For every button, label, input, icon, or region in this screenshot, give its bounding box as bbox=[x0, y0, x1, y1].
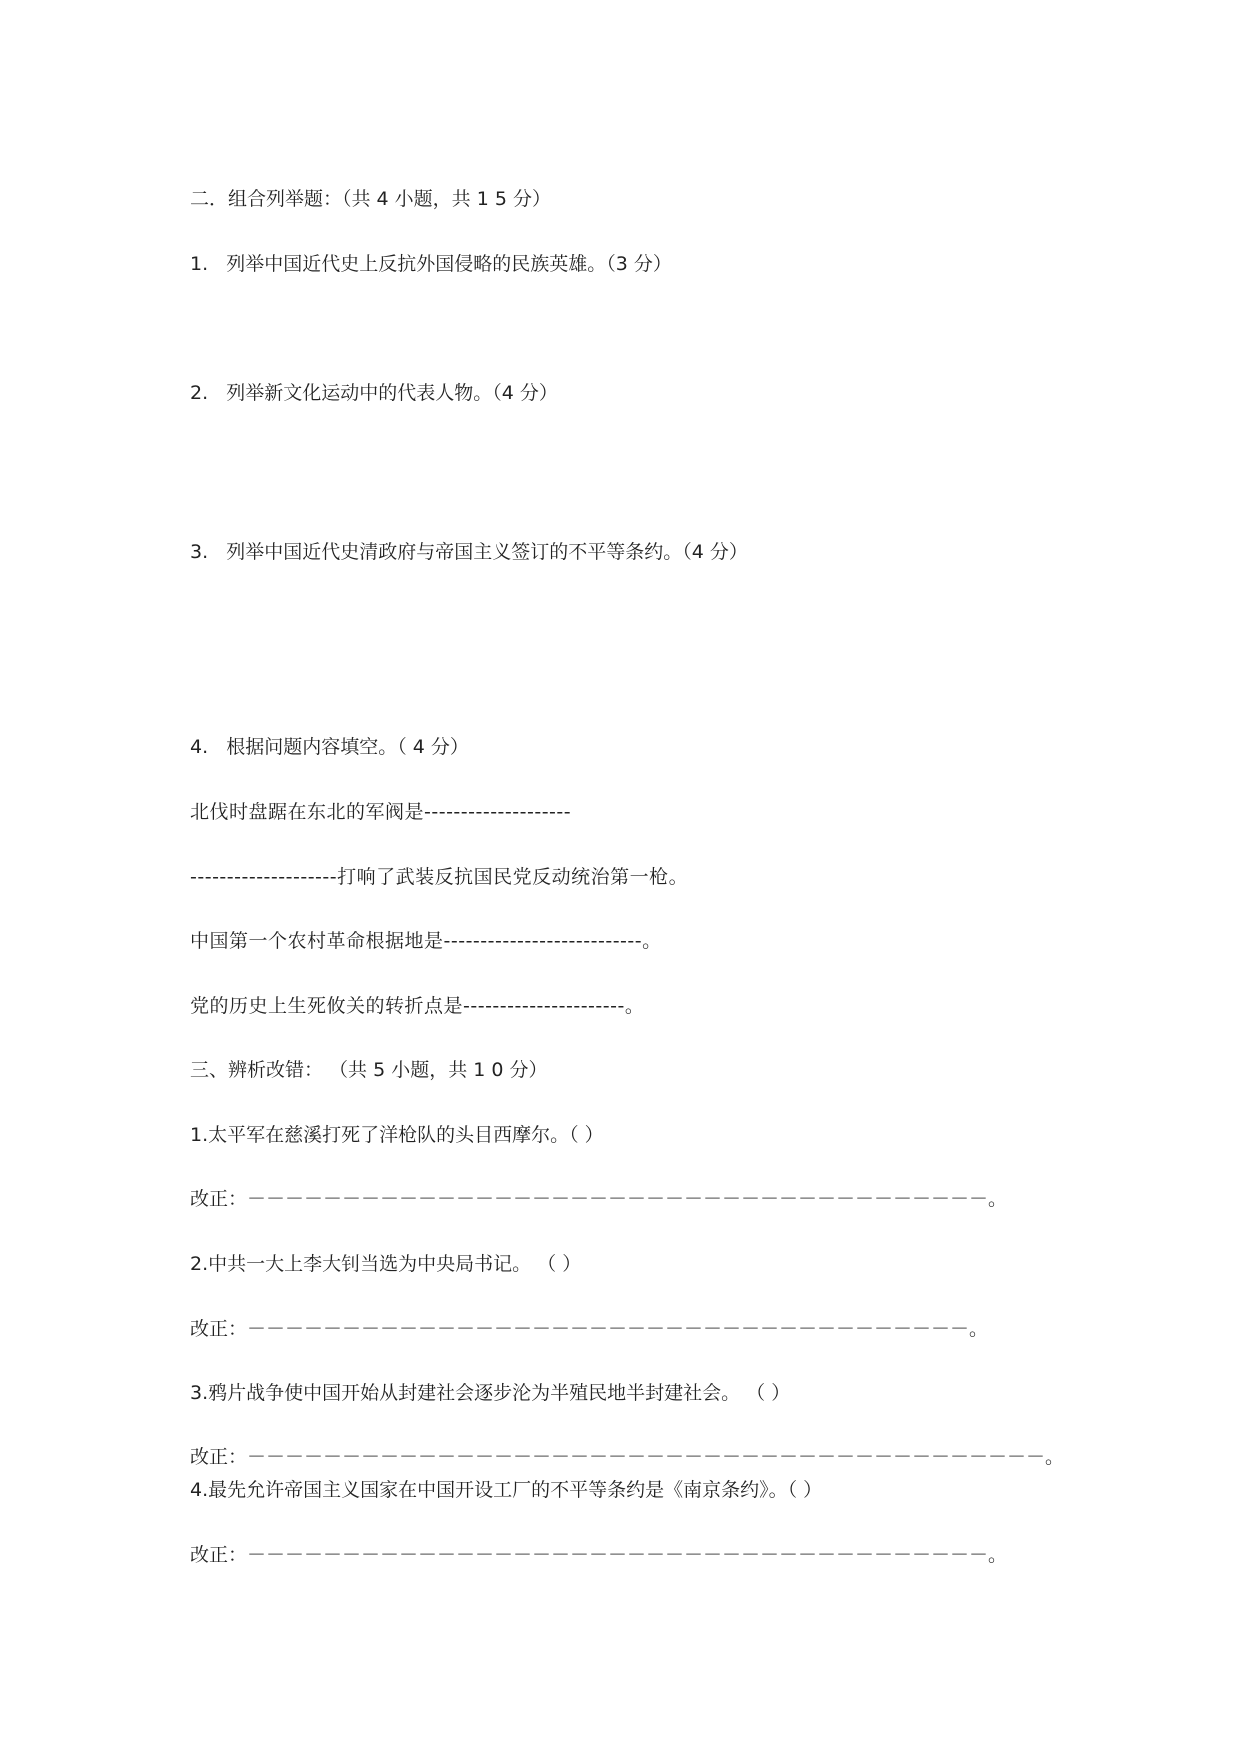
question-text: 列举中国近代史清政府与帝国主义签订的不平等条约。（4 分） bbox=[226, 541, 748, 563]
statement-4: 4.最先允许帝国主义国家在中国开设工厂的不平等条约是《南京条约》。（ ） bbox=[190, 1479, 823, 1501]
correction-3: 改正：－－－－－－－－－－－－－－－－－－－－－－－－－－－－－－－－－－－－－－－－－－。 bbox=[190, 1446, 1065, 1468]
question-number: 4. bbox=[190, 736, 209, 758]
correction-4: 改正：－－－－－－－－－－－－－－－－－－－－－－－－－－－－－－－－－－－－－－－。 bbox=[190, 1544, 1008, 1566]
question-number: 3. bbox=[190, 541, 209, 563]
section-2-heading: 二．组合列举题：（共 4 小题，共 1 5 分） bbox=[190, 188, 551, 210]
statement-2: 2.中共一大上李大钊当选为中央局书记。 （ ） bbox=[190, 1253, 582, 1275]
statement-1: 1.太平军在慈溪打死了洋枪队的头目西摩尔。（ ） bbox=[190, 1124, 604, 1146]
fill-blank-1: 北伐时盘踞在东北的军阀是-------------------- bbox=[190, 801, 572, 823]
question-1 bbox=[190, 252, 672, 276]
fill-blank-3: 中国第一个农村革命根据地是---------------------------。 bbox=[190, 930, 662, 952]
question-text: 列举中国近代史上反抗外国侵略的民族英雄。（3 分） bbox=[226, 253, 672, 275]
question-text: 列举新文化运动中的代表人物。（4 分） bbox=[226, 382, 558, 404]
fill-blank-2: --------------------打响了武装反抗国民党反动统治第一枪。 bbox=[190, 866, 689, 888]
correction-2: 改正：－－－－－－－－－－－－－－－－－－－－－－－－－－－－－－－－－－－－－－。 bbox=[190, 1318, 989, 1340]
question-2 bbox=[190, 381, 558, 405]
question-text: 根据问题内容填空。（ 4 分） bbox=[226, 736, 469, 758]
question-3 bbox=[190, 540, 748, 564]
question-4 bbox=[190, 735, 469, 759]
section-3-heading: 三、辨析改错： （共 5 小题，共 1 0 分） bbox=[190, 1059, 548, 1081]
statement-3: 3.鸦片战争使中国开始从封建社会逐步沦为半殖民地半封建社会。 （ ） bbox=[190, 1382, 791, 1404]
question-number: 2. bbox=[190, 382, 209, 404]
question-number: 1. bbox=[190, 253, 209, 275]
correction-1: 改正：－－－－－－－－－－－－－－－－－－－－－－－－－－－－－－－－－－－－－－－。 bbox=[190, 1188, 1008, 1210]
fill-blank-4: 党的历史上生死攸关的转折点是----------------------。 bbox=[190, 995, 645, 1017]
